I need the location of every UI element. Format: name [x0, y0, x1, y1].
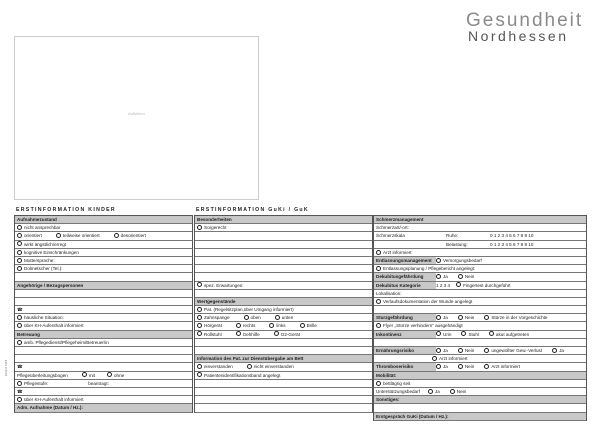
option-label: Ja	[443, 274, 448, 280]
option-line	[15, 314, 192, 322]
form-line-label: ☎	[17, 364, 23, 370]
checkbox-circle[interactable]	[436, 364, 441, 369]
blank-line[interactable]	[195, 257, 372, 265]
option-label: Ja	[443, 364, 448, 370]
option-label: Ja	[443, 348, 448, 353]
checkbox-circle[interactable]	[197, 364, 202, 369]
option-label: Nein	[464, 348, 475, 353]
form-code: 1012 0 1115	[4, 359, 8, 376]
checkbox-circle[interactable]	[376, 299, 381, 304]
brand-logo-line1: Gesundheit	[466, 10, 584, 31]
option-label: Ja	[443, 315, 448, 321]
option-line	[15, 241, 192, 249]
checkbox-circle[interactable]	[436, 274, 441, 279]
checkbox-circle[interactable]	[107, 372, 112, 377]
checkbox-circle[interactable]	[450, 389, 455, 394]
option-label: ohne	[113, 372, 125, 378]
option-line	[195, 372, 372, 380]
checkbox-circle[interactable]	[17, 250, 22, 255]
blank-line[interactable]	[195, 388, 372, 396]
option-label: Muttersprache:	[24, 257, 55, 263]
brand-logo-line2: Nordhessen	[468, 28, 569, 44]
checkbox-circle[interactable]	[436, 258, 441, 263]
option-line	[195, 363, 372, 371]
header-label: Sonstiges:	[376, 397, 400, 403]
blank-line[interactable]	[15, 347, 192, 355]
patient-label-caption: Aufkleber	[128, 111, 145, 116]
option-label: nicht einverstanden	[253, 364, 294, 370]
header-option-line	[374, 282, 586, 290]
blank-line[interactable]	[195, 241, 372, 249]
checkbox-circle[interactable]	[244, 315, 249, 320]
checkbox-circle[interactable]	[236, 323, 241, 328]
option-label: Verlaufsdokumentation der Wunde angelegt	[383, 298, 473, 304]
blank-line[interactable]	[374, 306, 586, 314]
header-label: Sturzgefährdung	[376, 315, 413, 321]
section-header	[15, 331, 192, 339]
pain-scale-values[interactable]: 0 1 2 3 4 5 6 7 8 9 10	[490, 241, 534, 247]
checkbox-circle[interactable]	[376, 323, 381, 328]
blank-line[interactable]	[195, 273, 372, 281]
checkbox-circle[interactable]	[274, 331, 279, 336]
option-label: kognitive Einschränkungen	[24, 249, 79, 255]
form-line-label: Schmerzart/-ort:	[376, 225, 409, 231]
header-option-line	[374, 363, 586, 371]
checkbox-circle[interactable]	[197, 372, 202, 377]
checkbox-circle[interactable]	[17, 266, 22, 271]
section-header	[195, 298, 372, 306]
option-label: wirkt ängstlich/erregt	[24, 241, 67, 247]
checkbox-circle[interactable]	[458, 348, 463, 353]
form-line-label: ☎	[17, 388, 23, 394]
option-line	[15, 232, 192, 240]
option-line	[15, 224, 192, 232]
option-line	[374, 380, 586, 388]
option-label: Nein	[464, 315, 475, 321]
option-label: orientiert	[24, 233, 42, 239]
option-label: amb. Pflegedienst/Pflegeheim/Betreuer/in	[24, 339, 109, 345]
checkbox-circle[interactable]	[376, 381, 381, 386]
option-line	[195, 306, 372, 314]
option-label: Entlassungsplanung / Pflegebericht angelegt:	[383, 266, 476, 272]
blank-line[interactable]	[374, 404, 586, 412]
checkbox-circle[interactable]	[197, 323, 202, 328]
checkbox-circle[interactable]	[461, 331, 466, 336]
option-label: Versorgungsbedarf	[443, 257, 482, 263]
option-label: links	[276, 323, 286, 329]
section-title-guki: ERSTINFORMATION GuKi / GuK	[196, 207, 309, 213]
blank-line[interactable]	[15, 355, 192, 363]
form-line-label: ☎	[17, 307, 23, 313]
blank-line[interactable]	[15, 290, 192, 298]
checkbox-circle[interactable]	[436, 331, 441, 336]
guki-column	[194, 215, 373, 413]
scale-label: Schmerzskala	[376, 233, 405, 239]
checkbox-circle[interactable]	[17, 258, 22, 263]
section-header	[195, 216, 372, 224]
checkbox-circle[interactable]	[376, 250, 381, 255]
header-label: Schmerzmanagement	[376, 217, 424, 222]
header-label: Aufnahmezustand	[17, 217, 57, 222]
header-label: Mobilität:	[376, 372, 397, 378]
scale-sub-label: Belastung:	[446, 241, 468, 247]
checkbox-circle[interactable]	[458, 315, 463, 320]
checkbox-circle[interactable]	[17, 381, 22, 386]
option-line	[15, 257, 192, 265]
section-header	[374, 413, 586, 421]
option-label: Pflegestufe:	[24, 380, 49, 386]
checkbox-circle[interactable]	[275, 315, 280, 320]
option-label: über KH-Aufenthalt informiert	[24, 397, 84, 403]
blank-line[interactable]	[374, 339, 586, 347]
form-line	[15, 306, 192, 314]
checkbox-circle[interactable]	[428, 389, 433, 394]
checkbox-circle[interactable]	[197, 225, 202, 230]
option-line	[374, 249, 586, 257]
patient-label-area	[14, 36, 259, 200]
option-line	[15, 396, 192, 404]
text-option-line	[374, 388, 586, 396]
checkbox-circle[interactable]	[17, 233, 22, 238]
header-option-line	[374, 257, 586, 265]
option-line	[195, 314, 372, 322]
option-label: Arzt informiert	[439, 356, 468, 362]
option-label: Zahnspange	[204, 315, 230, 321]
section-header	[374, 216, 586, 224]
checkbox-circle[interactable]	[269, 323, 274, 328]
pain-scale-values[interactable]: 0 1 2 3 4 5 6 7 8 9 10	[490, 233, 534, 239]
checkbox-circle[interactable]	[456, 282, 461, 287]
option-line	[15, 380, 192, 388]
section-header	[374, 396, 586, 404]
checkbox-circle[interactable]	[436, 348, 441, 353]
header-option-line	[374, 273, 586, 281]
option-label: teilweise orientiert	[62, 233, 100, 239]
blank-line[interactable]	[195, 249, 372, 257]
blank-line[interactable]	[15, 298, 192, 306]
option-label: Dolmetscher (Tel.):	[24, 266, 63, 272]
option-label: Rollstuhl	[204, 331, 222, 337]
header-label: Angehörige / Bezugspersonen	[17, 282, 84, 288]
schmerz-column	[373, 215, 587, 421]
option-label: Flyer „Stürze verhindern“ ausgehändigt	[383, 323, 463, 329]
checkbox-circle[interactable]	[197, 307, 202, 312]
section-header	[374, 372, 586, 380]
section-header	[15, 404, 192, 412]
header-label: Information des Pat. zur Dienstübergabe am Bett	[197, 356, 304, 362]
option-label: Ja	[559, 348, 564, 353]
header-option-line	[374, 347, 586, 355]
option-line	[374, 265, 586, 273]
header-label: Thromboserisiko	[376, 364, 414, 370]
checkbox-circle[interactable]	[17, 225, 22, 230]
header-label: Dekubitusgefährdung	[376, 274, 424, 280]
option-label: Hörgerät	[204, 323, 222, 329]
option-label: Brille	[306, 323, 317, 329]
option-line	[374, 322, 586, 330]
blank-line[interactable]	[195, 339, 372, 347]
header-label: Entlassungsmanagement	[376, 257, 432, 263]
option-label: Nein	[464, 364, 475, 370]
option-label: Urin	[443, 331, 452, 337]
checkbox-circle[interactable]	[236, 331, 241, 336]
header-label: Besonderheiten	[197, 217, 232, 222]
option-label: spez. Erwartungen:	[204, 282, 244, 288]
scale-sub-label: Ruhe:	[446, 233, 459, 239]
option-line	[15, 249, 192, 257]
checkbox-circle[interactable]	[17, 315, 22, 320]
option-label: Fingertest durchgeführt	[463, 282, 511, 288]
option-label: über KH-Aufenthalt informiert	[24, 323, 84, 329]
kinder-column	[14, 215, 193, 413]
checkbox-circle[interactable]	[114, 233, 119, 238]
header-label: Wertgegenstände	[197, 298, 236, 304]
form-line	[15, 372, 192, 380]
checkbox-circle[interactable]	[458, 364, 463, 369]
checkbox-circle[interactable]	[458, 274, 463, 279]
checkbox-circle[interactable]	[197, 331, 202, 336]
header-label: Ernährungsrisiko	[376, 348, 415, 353]
section-header	[195, 355, 372, 363]
checkbox-circle[interactable]	[436, 315, 441, 320]
option-label: Arzt informiert	[491, 364, 520, 370]
checkbox-circle[interactable]	[17, 323, 22, 328]
option-label: Sorgerecht	[204, 225, 227, 231]
option-line	[15, 265, 192, 273]
checkbox-circle[interactable]	[484, 364, 489, 369]
blank-line[interactable]	[195, 347, 372, 355]
pain-scale-line	[374, 241, 586, 249]
checkbox-circle[interactable]	[552, 348, 557, 353]
header-label: Betreuung	[17, 331, 40, 337]
checkbox-circle[interactable]	[17, 340, 22, 345]
blank-line[interactable]	[195, 380, 372, 388]
option-label: Ja	[434, 388, 440, 394]
form-line-label: Lokalisation:	[376, 290, 402, 296]
option-label: rechts	[242, 323, 256, 329]
beantragt-label: beantragt:	[88, 380, 109, 386]
header-label: Inkontinenz	[376, 331, 402, 337]
form-line	[374, 224, 586, 232]
header-label: Adm. Aufnahme (Datum / Hz.):	[17, 405, 83, 411]
option-label: bettlägrig seit	[383, 380, 411, 386]
checkbox-circle[interactable]	[376, 266, 381, 271]
checkbox-circle[interactable]	[17, 241, 22, 246]
option-label: Stuhl	[468, 331, 479, 337]
option-label: desorientiert	[120, 233, 146, 239]
option-label: oben	[250, 315, 261, 321]
form-line-label: Unterstützungsbedarf	[376, 388, 420, 394]
option-line	[15, 322, 192, 330]
category-values: 1 2 3 4	[436, 282, 451, 288]
option-line	[374, 355, 586, 363]
option-line	[15, 339, 192, 347]
checkbox-circle[interactable]	[484, 348, 489, 353]
checkbox-circle[interactable]	[17, 397, 22, 402]
option-label: Nein	[456, 388, 467, 394]
header-label: Dekubitus Kategorie	[376, 282, 421, 288]
option-line	[195, 331, 372, 339]
checkbox-circle[interactable]	[432, 356, 437, 361]
checkbox-circle[interactable]	[56, 233, 61, 238]
checkbox-circle[interactable]	[197, 315, 202, 320]
checkbox-circle[interactable]	[247, 364, 252, 369]
header-option-line	[374, 331, 586, 339]
blank-line[interactable]	[195, 232, 372, 240]
section-header	[15, 216, 192, 224]
option-label: Gehhilfe	[242, 331, 260, 337]
blank-line[interactable]	[195, 404, 372, 412]
blank-line[interactable]	[195, 290, 372, 298]
option-label: unten	[281, 315, 294, 321]
option-line	[374, 298, 586, 306]
option-label: einverstanden	[204, 364, 233, 370]
checkbox-circle[interactable]	[197, 282, 202, 287]
option-line	[195, 282, 372, 290]
form-line	[15, 388, 192, 396]
option-label: Arzt informiert	[383, 249, 412, 255]
option-label: O2-Gerät	[280, 331, 300, 337]
form-line	[15, 363, 192, 371]
form-line-label: Pflegeüberleitungsbogen	[17, 372, 68, 378]
option-label: Nein	[464, 274, 475, 280]
option-label: akut aufgetreten	[495, 331, 530, 337]
header-option-line	[374, 314, 586, 322]
checkbox-circle[interactable]	[300, 323, 305, 328]
option-label: ungewollter Gew.-Verlust	[491, 348, 543, 353]
option-label: Pat. (Regelsitzplan,über Umgang informiert)	[204, 307, 294, 313]
option-label: nicht ansprechbar	[24, 225, 61, 231]
option-line	[195, 322, 372, 330]
checkbox-circle[interactable]	[489, 331, 494, 336]
blank-line[interactable]	[15, 273, 192, 281]
option-label: mit	[88, 372, 95, 378]
section-title-kinder: ERSTINFORMATION KINDER	[16, 207, 116, 213]
form-line	[374, 290, 586, 298]
option-label: häusliche Situation:	[24, 315, 64, 321]
header-label: Erstgespräch GuKi (Datum / Hz.):	[376, 413, 449, 419]
pain-scale-line	[374, 232, 586, 240]
blank-line[interactable]	[195, 396, 372, 404]
section-header	[15, 282, 192, 290]
blank-line[interactable]	[195, 265, 372, 273]
option-label: Stürze in der Vorgeschichte	[491, 315, 548, 321]
option-line	[195, 224, 372, 232]
checkbox-circle[interactable]	[484, 315, 489, 320]
option-label: Patientenidentifikationsband angelegt	[204, 372, 281, 378]
checkbox-circle[interactable]	[82, 372, 87, 377]
